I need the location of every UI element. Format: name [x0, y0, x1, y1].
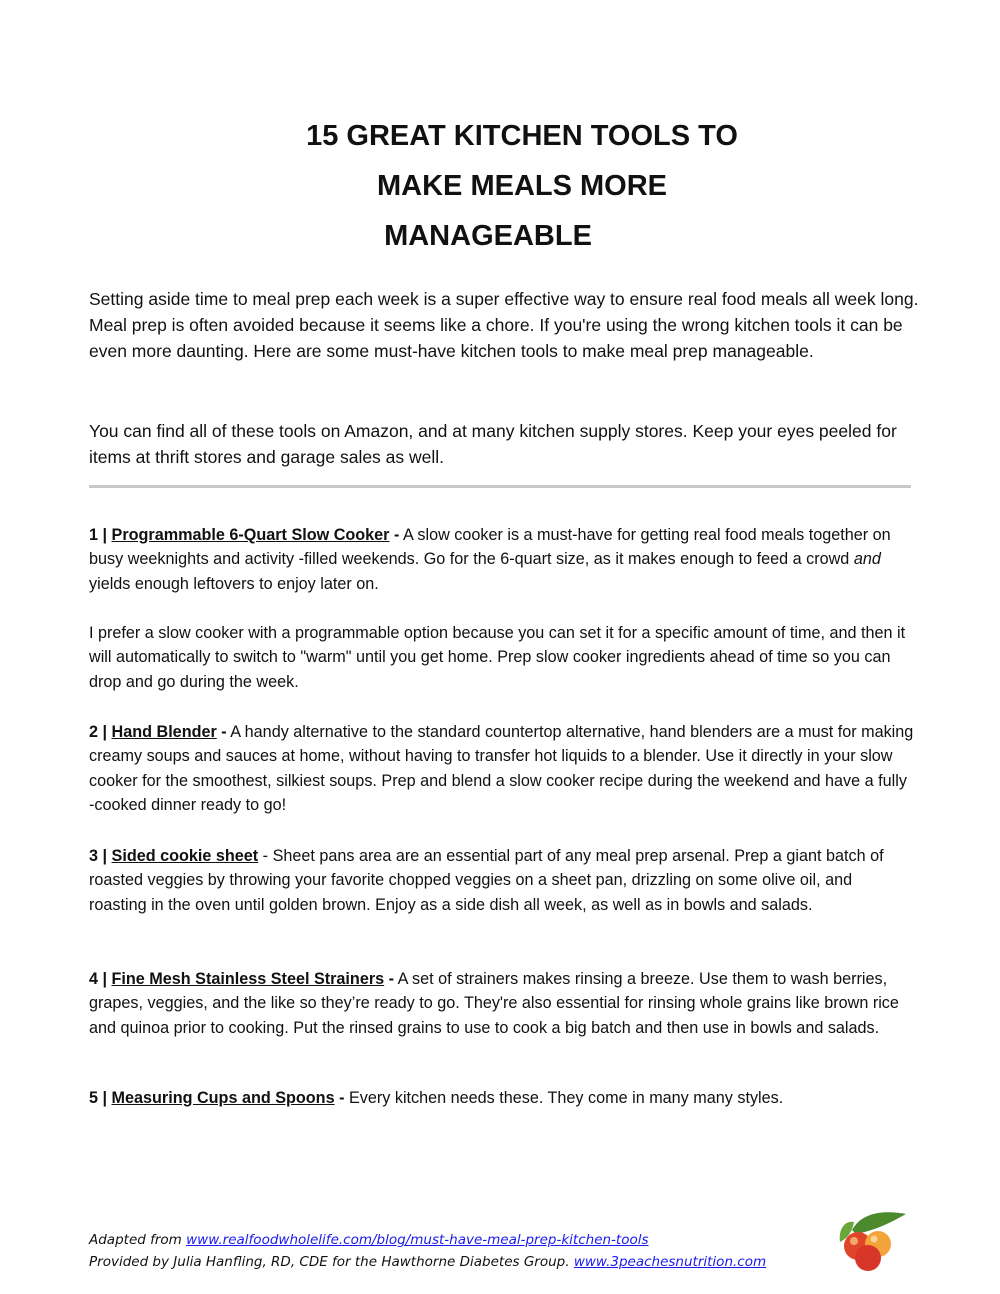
footer-source-line [89, 1229, 649, 1251]
item-number: 2 | [89, 723, 108, 741]
item-separator: - [262, 847, 269, 865]
item-description: A slow cooker is a must-have for getting real food meals together on busy weeknights and activity -filled weekends. Go for the 6-quart size, as it makes enough to feed a crowd [89, 526, 891, 569]
section-divider [89, 485, 911, 488]
item-description: Every kitchen needs these. They come in many many styles. [348, 1089, 784, 1107]
item-number: 4 | [89, 970, 108, 988]
item-description: A set of strainers makes rinsing a breeze. Use them to wash berries, grapes, veggies, and the like so they’re ready to go. They're also essential for rinsing whole grains like brown rice and quinoa prior to cooking. Put the rinsed grains to use to cook a big batch and then use in bowls and salads. [89, 970, 899, 1037]
source-link[interactable]: www.realfoodwholelife.com/blog/must-have-meal-prep-kitchen-tools [186, 1232, 649, 1248]
footer-credit-line [89, 1251, 766, 1273]
item-name: Measuring Cups and Spoons [111, 1089, 335, 1107]
page-title-line-1: 15 GREAT KITCHEN TOOLS TO [306, 120, 738, 152]
page-title-line-3: MANAGEABLE [384, 220, 592, 252]
item-separator: - [221, 723, 227, 741]
item-name: Hand Blender [111, 723, 217, 741]
tool-item-1 [89, 523, 914, 596]
provider-link[interactable]: www.3peachesnutrition.com [573, 1254, 767, 1270]
intro-paragraph-1: Setting aside time to meal prep each week is a super effective way to ensure real food meals all week long. Meal prep is often avoided because it seems like a chore. If you're using the wrong kitchen tools it can be even more daunting. Here are some must-have kitchen tools to make meal prep manageable. [89, 289, 919, 361]
item-number: 1 | [89, 526, 108, 544]
peach-highlight-icon [850, 1237, 858, 1245]
peaches-icon [832, 1208, 910, 1274]
item-name: Fine Mesh Stainless Steel Strainers [111, 970, 385, 988]
leaf-icon [852, 1212, 906, 1234]
item-number: 3 | [89, 847, 108, 865]
item-name: Sided cookie sheet [111, 847, 259, 865]
item-name: Programmable 6-Quart Slow Cooker [111, 526, 390, 544]
peach-icon [855, 1245, 881, 1271]
item-description: Sheet pans area are an essential part of any meal prep arsenal. Prep a giant batch of roasted veggies by throwing your favorite chopped veggies on a sheet pan, drizzling on some olive oil, and roasting in the oven until golden brown. Enjoy as a side dish all week, as well as in bowls and salads. [89, 847, 884, 914]
item-description-end: yields enough leftovers to enjoy later on. [89, 574, 379, 593]
tool-item-3 [89, 844, 914, 917]
tool-item-4 [89, 967, 914, 1040]
item-separator: - [339, 1089, 345, 1107]
intro-paragraph-2: You can find all of these tools on Amazon, and at many kitchen supply stores. Keep your eyes peeled for items at thrift stores and garage sales as well. [89, 421, 897, 467]
peach-highlight-icon [871, 1236, 878, 1243]
item-description: A handy alternative to the standard countertop alternative, hand blenders are a must for making creamy soups and sauces at home, without having to transfer hot liquids to a blender. Use it directly in your slow cooker for the smoothest, silkiest soups. Prep and blend a slow cooker recipe during the weekend and have a fully -cooked dinner ready to go! [89, 723, 914, 814]
tool-item-2 [89, 720, 914, 817]
item-separator: - [394, 526, 400, 544]
footer-source-label: Adapted from [89, 1232, 182, 1248]
tool-item-1-detail: I prefer a slow cooker with a programmable option because you can set it for a specific amount of time, and then it will automatically to switch to "warm" until you get home. Prep slow cooker ingredients ahead of time so you can drop and go during the week. [89, 624, 906, 691]
item-emphasis: and [853, 550, 881, 569]
item-separator: - [388, 970, 395, 988]
tool-item-5 [89, 1086, 914, 1110]
footer-credit-label: Provided by Julia Hanfling, RD, CDE for the Hawthorne Diabetes Group. [89, 1254, 570, 1270]
page-title-line-2: MAKE MEALS MORE [377, 170, 667, 202]
item-number: 5 | [89, 1089, 108, 1107]
